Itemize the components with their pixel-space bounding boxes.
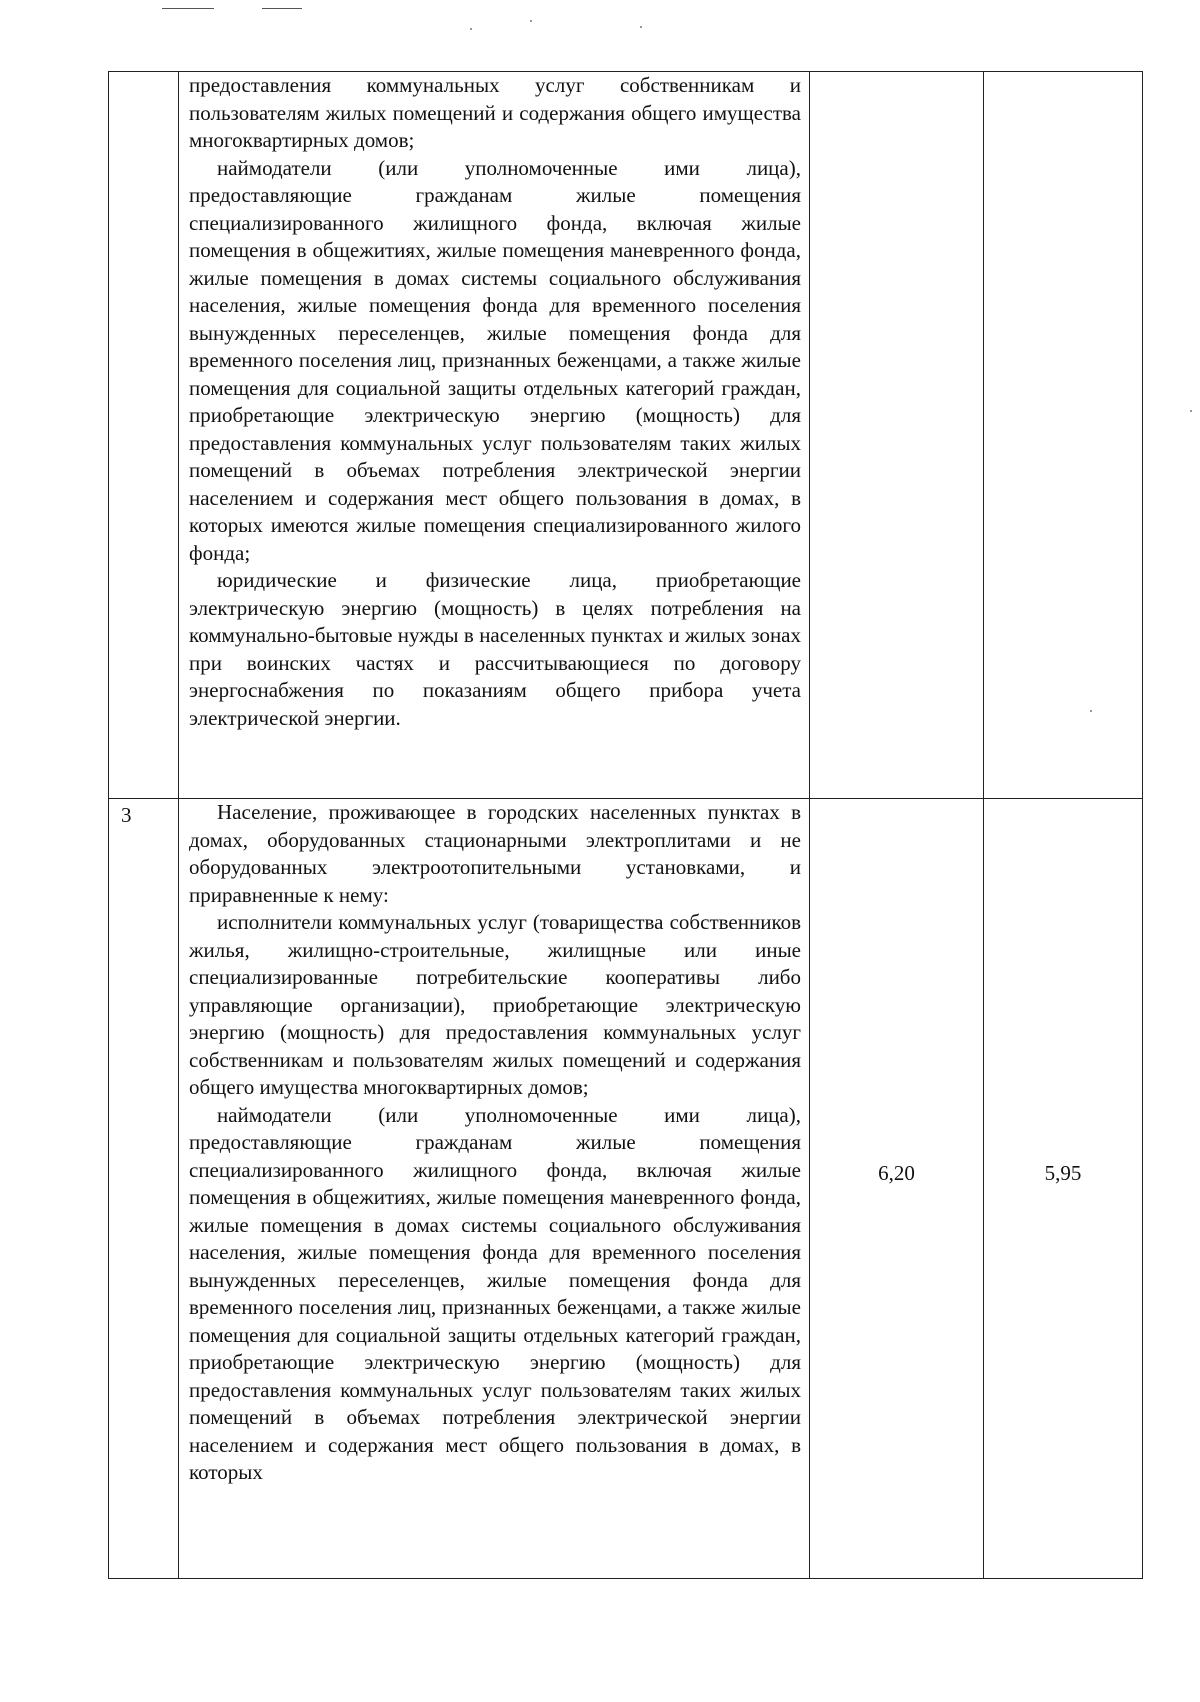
scan-artifact-dot xyxy=(1190,410,1192,412)
tariff-value-1 xyxy=(810,799,984,1579)
paragraph: наймодатели (или уполномоченные ими лица), предоставляющие гражданам жилые помещения специализированного жилищного фонда, включая жилые помещения в общежитиях, жилые помещения маневренного фонда, жилые помещения в домах системы социального обслуживания населения, жилые помещения фонда для временного поселения вынужденных переселенцев, жилые помещения фонда для временного поселения лиц, признанных беженцами, а также жилые помещения для социальной защиты отдельных категорий граждан, приобретающие электрическую энергию (мощность) для предоставления коммунальных услуг пользователям таких жилых помещений в объемах потребления электрической энергии населением и содержания мест общего пользования в домах, в которых xyxy=(189,1102,801,1484)
scan-artifact-dot xyxy=(640,26,642,28)
table-row xyxy=(109,799,1143,1579)
value-text: 6,20 xyxy=(878,1160,915,1185)
tariff-value-2 xyxy=(984,72,1143,799)
value-text: 5,95 xyxy=(1044,1160,1082,1185)
row-number xyxy=(109,72,179,799)
paragraph: предоставления коммунальных услуг собственникам и пользователям жилых помещений и содержания общего имущества многоквартирных домов; xyxy=(189,73,801,152)
scan-artifact-dot xyxy=(470,28,472,30)
tariff-value-2 xyxy=(984,799,1143,1579)
row-number: 3 xyxy=(109,799,179,1579)
table-row xyxy=(109,72,1143,799)
row-description xyxy=(179,799,810,1579)
scan-artifact-line xyxy=(162,8,214,9)
scan-artifact-line xyxy=(262,8,302,9)
paragraph: юридические и физические лица, приобретающие электрическую энергию (мощность) в целях потребления на коммунально-бытовые нужды в населенных пунктах и жилых зонах при воинских частях и рассчитывающиеся по договору энергоснабжения по показаниям общего прибора учета электрической энергии. xyxy=(189,568,801,730)
scan-artifact-dot xyxy=(530,20,532,22)
row-description xyxy=(179,72,810,799)
paragraph: Население, проживающее в городских населенных пунктах в домах, оборудованных стационарными электроплитами и не оборудованных электроотопительными установками, и приравненные к нему: xyxy=(189,800,801,907)
paragraph: исполнители коммунальных услуг (товарищества собственников жилья, жилищно-строительные, жилищные или иные специализированные потребительские кооперативы либо управляющие организации), приобретающие электрическую энергию (мощность) для предоставления коммунальных услуг собственникам и пользователям жилых помещений и содержания общего имущества многоквартирных домов; xyxy=(189,910,801,1099)
paragraph: наймодатели (или уполномоченные ими лица), предоставляющие гражданам жилые помещения специализированного жилищного фонда, включая жилые помещения в общежитиях, жилые помещения маневренного фонда, жилые помещения в домах системы социального обслуживания населения, жилые помещения фонда для временного поселения вынужденных переселенцев, жилые помещения фонда для временного поселения лиц, признанных беженцами, а также жилые помещения для социальной защиты отдельных категорий граждан, приобретающие электрическую энергию (мощность) для предоставления коммунальных услуг пользователям таких жилых помещений в объемах потребления электрической энергии населением и содержания мест общего пользования в домах, в которых имеются жилые помещения специализированного жилого фонда; xyxy=(189,155,801,565)
tariff-value-1 xyxy=(810,72,984,799)
tariff-table xyxy=(108,71,1143,1579)
